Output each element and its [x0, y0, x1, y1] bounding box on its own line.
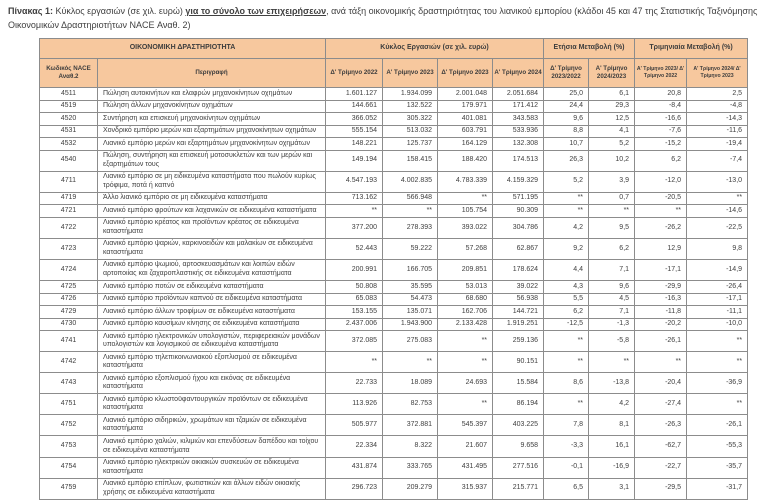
- change-value: 7,8: [544, 415, 589, 436]
- turnover-value: 431.874: [326, 457, 383, 478]
- turnover-value: 296.723: [326, 478, 383, 499]
- nace-code: 4532: [40, 138, 98, 151]
- turnover-value: 505.977: [326, 415, 383, 436]
- turnover-value: **: [326, 352, 383, 373]
- group-header-annual-change: Ετήσια Μεταβολή (%): [544, 39, 635, 59]
- table-row: [40, 352, 748, 373]
- nace-code: 4751: [40, 394, 98, 415]
- change-value: 6,2: [635, 150, 687, 171]
- turnover-value: **: [438, 331, 493, 352]
- group-header-activity: ΟΙΚΟΝΟΜΙΚΗ ΔΡΑΣΤΗΡΙΟΤΗΤΑ: [40, 39, 326, 59]
- turnover-value: 65.083: [326, 293, 383, 306]
- activity-description: Λιανικό εμπόριο σιδηρικών, χρωμάτων και τζαμιών σε ειδικευμένα καταστήματα: [98, 415, 326, 436]
- turnover-value: **: [383, 352, 438, 373]
- change-value: **: [635, 205, 687, 218]
- change-value: -7,6: [635, 125, 687, 138]
- change-value: -0,1: [544, 457, 589, 478]
- turnover-value: 393.022: [438, 217, 493, 238]
- turnover-value: 305.322: [383, 113, 438, 126]
- turnover-value: 603.791: [438, 125, 493, 138]
- change-value: 9,6: [544, 113, 589, 126]
- turnover-value: 22.733: [326, 373, 383, 394]
- change-value: -22,7: [635, 457, 687, 478]
- turnover-value: 277.516: [493, 457, 544, 478]
- activity-description: Λιανικό εμπόριο προϊόντων καπνού σε ειδικευμένα καταστήματα: [98, 293, 326, 306]
- turnover-value: 68.680: [438, 293, 493, 306]
- turnover-value: 149.194: [326, 150, 383, 171]
- turnover-value: 1.919.251: [493, 318, 544, 331]
- turnover-value: **: [438, 192, 493, 205]
- change-value: 5,5: [544, 293, 589, 306]
- change-value: 9,5: [589, 217, 635, 238]
- change-value: **: [544, 352, 589, 373]
- col-header-q1-2023: Α' Τρίμηνο 2023: [383, 59, 438, 88]
- change-value: -55,3: [687, 436, 748, 457]
- change-value: -20,5: [635, 192, 687, 205]
- turnover-value: 533.936: [493, 125, 544, 138]
- change-value: -29,9: [635, 281, 687, 294]
- change-value: -4,8: [687, 100, 748, 113]
- activity-description: Χονδρικό εμπόριο μερών και εξαρτημάτων μηχανοκίνητων οχημάτων: [98, 125, 326, 138]
- nace-code: 4729: [40, 306, 98, 319]
- table-row: [40, 394, 748, 415]
- change-value: 4,1: [589, 125, 635, 138]
- change-value: -1,3: [589, 318, 635, 331]
- change-value: 3,1: [589, 478, 635, 499]
- activity-description: Λιανικό εμπόριο καυσίμων κίνησης σε ειδικευμένα καταστήματα: [98, 318, 326, 331]
- turnover-value: 59.222: [383, 238, 438, 259]
- activity-description: Λιανικό εμπόριο εξοπλισμού ήχου και εικόνας σε ειδικευμένα καταστήματα: [98, 373, 326, 394]
- nace-code: 4511: [40, 88, 98, 101]
- turnover-value: 132.522: [383, 100, 438, 113]
- nace-code: 4726: [40, 293, 98, 306]
- nace-code: 4721: [40, 205, 98, 218]
- change-value: **: [589, 205, 635, 218]
- turnover-value: 9.658: [493, 436, 544, 457]
- change-value: -20,4: [635, 373, 687, 394]
- turnover-value: 171.412: [493, 100, 544, 113]
- change-value: -13,0: [687, 171, 748, 192]
- change-value: 3,9: [589, 171, 635, 192]
- change-value: 29,3: [589, 100, 635, 113]
- nace-code: 4741: [40, 331, 98, 352]
- change-value: 2,5: [687, 88, 748, 101]
- nace-code: 4759: [40, 478, 98, 499]
- turnover-value: 403.225: [493, 415, 544, 436]
- change-value: 9,6: [589, 281, 635, 294]
- nace-code: 4722: [40, 217, 98, 238]
- turnover-table: [39, 38, 748, 500]
- change-value: 4,2: [544, 217, 589, 238]
- caption-text-before: Κύκλος εργασιών (σε χιλ. ευρώ): [52, 6, 186, 16]
- change-value: 12,9: [635, 238, 687, 259]
- turnover-value: 200.991: [326, 259, 383, 280]
- activity-description: Λιανικό εμπόριο σε μη ειδικευμένα καταστήματα που πωλούν κυρίως τρόφιμα, ποτά ή καπνό: [98, 171, 326, 192]
- turnover-value: 188.420: [438, 150, 493, 171]
- turnover-value: 209.279: [383, 478, 438, 499]
- col-header-nace-code: Κωδικός NACE Αναθ.2: [40, 59, 98, 88]
- change-value: -16,3: [635, 293, 687, 306]
- turnover-value: 278.393: [383, 217, 438, 238]
- change-value: -17,1: [687, 293, 748, 306]
- turnover-value: **: [383, 205, 438, 218]
- turnover-value: 105.754: [438, 205, 493, 218]
- col-header-q4-2022: Δ' Τρίμηνο 2022: [326, 59, 383, 88]
- change-value: -5,8: [589, 331, 635, 352]
- table-row: [40, 125, 748, 138]
- activity-description: Συντήρηση και επισκευή μηχανοκίνητων οχημάτων: [98, 113, 326, 126]
- activity-description: Λιανικό εμπόριο τηλεπικοινωνιακού εξοπλισμού σε ειδικευμένα καταστήματα: [98, 352, 326, 373]
- table-row: [40, 192, 748, 205]
- turnover-value: 545.397: [438, 415, 493, 436]
- change-value: 9,2: [544, 238, 589, 259]
- turnover-value: 372.085: [326, 331, 383, 352]
- turnover-value: 135.071: [383, 306, 438, 319]
- turnover-value: 372.881: [383, 415, 438, 436]
- change-value: -14,3: [687, 113, 748, 126]
- turnover-value: 275.083: [383, 331, 438, 352]
- turnover-value: 153.155: [326, 306, 383, 319]
- table-row: [40, 205, 748, 218]
- nace-code: 4725: [40, 281, 98, 294]
- change-value: 5,2: [589, 138, 635, 151]
- change-value: 10,2: [589, 150, 635, 171]
- change-value: 6,2: [544, 306, 589, 319]
- nace-code: 4753: [40, 436, 98, 457]
- activity-description: Λιανικό εμπόριο ψωμιού, αρτοσκευασμάτων και λοιπών ειδών αρτοποιίας και ζαχαροπλαστικής σε ειδικευμένα καταστήματα: [98, 259, 326, 280]
- col-header-q1-2024: Α' Τρίμηνο 2024: [493, 59, 544, 88]
- activity-description: Λιανικό εμπόριο ηλεκτρονικών υπολογιστών, περιφερειακών μονάδων υπολογιστών και λογισμικού σε ειδικευμένα καταστήματα: [98, 331, 326, 352]
- table-row: [40, 281, 748, 294]
- nace-code: 4531: [40, 125, 98, 138]
- change-value: **: [687, 352, 748, 373]
- table-row: [40, 113, 748, 126]
- change-value: -14,6: [687, 205, 748, 218]
- group-header-quarterly-change: Τριμηνιαία Μεταβολή (%): [635, 39, 748, 59]
- table-row: [40, 318, 748, 331]
- change-value: -62,7: [635, 436, 687, 457]
- turnover-value: **: [326, 205, 383, 218]
- nace-code: 4730: [40, 318, 98, 331]
- turnover-value: 4.002.835: [383, 171, 438, 192]
- activity-description: Άλλο λιανικό εμπόριο σε μη ειδικευμένα καταστήματα: [98, 192, 326, 205]
- change-value: -16,9: [589, 457, 635, 478]
- change-value: -14,9: [687, 259, 748, 280]
- col-header-quarterly-2024: Α' Τρίμηνο 2024/ Δ' Τρίμηνο 2023: [687, 59, 748, 88]
- change-value: -15,2: [635, 138, 687, 151]
- table-row: [40, 150, 748, 171]
- turnover-value: 566.948: [383, 192, 438, 205]
- table-header: [40, 39, 748, 88]
- turnover-value: 178.624: [493, 259, 544, 280]
- activity-description: Πώληση, συντήρηση και επισκευή μοτοσυκλετών και των μερών και εξαρτημάτων τους: [98, 150, 326, 171]
- activity-description: Πώληση άλλων μηχανοκίνητων οχημάτων: [98, 100, 326, 113]
- turnover-value: 125.737: [383, 138, 438, 151]
- turnover-value: 24.693: [438, 373, 493, 394]
- turnover-value: 431.495: [438, 457, 493, 478]
- change-value: 10,7: [544, 138, 589, 151]
- turnover-value: 53.013: [438, 281, 493, 294]
- change-value: 16,1: [589, 436, 635, 457]
- turnover-value: 259.136: [493, 331, 544, 352]
- turnover-value: 90.151: [493, 352, 544, 373]
- change-value: -19,4: [687, 138, 748, 151]
- activity-description: Λιανικό εμπόριο μερών και εξαρτημάτων μηχανοκίνητων οχημάτων: [98, 138, 326, 151]
- turnover-value: **: [438, 352, 493, 373]
- change-value: -22,5: [687, 217, 748, 238]
- change-value: -26,1: [687, 415, 748, 436]
- turnover-value: 209.851: [438, 259, 493, 280]
- nace-code: 4743: [40, 373, 98, 394]
- nace-code: 4742: [40, 352, 98, 373]
- turnover-value: 2.437.006: [326, 318, 383, 331]
- change-value: 8,1: [589, 415, 635, 436]
- turnover-value: 18.089: [383, 373, 438, 394]
- turnover-value: **: [438, 394, 493, 415]
- change-value: **: [687, 192, 748, 205]
- nace-code: 4520: [40, 113, 98, 126]
- change-value: -11,8: [635, 306, 687, 319]
- turnover-value: 401.081: [438, 113, 493, 126]
- col-header-annual-2023-2022: Δ' Τρίμηνο 2023/2022: [544, 59, 589, 88]
- turnover-value: 333.765: [383, 457, 438, 478]
- change-value: 24,4: [544, 100, 589, 113]
- change-value: -12,5: [544, 318, 589, 331]
- turnover-value: 571.195: [493, 192, 544, 205]
- change-value: 12,5: [589, 113, 635, 126]
- turnover-value: 144.721: [493, 306, 544, 319]
- table-row: [40, 171, 748, 192]
- activity-description: Πώληση αυτοκινήτων και ελαφρών μηχανοκίνητων οχημάτων: [98, 88, 326, 101]
- column-header-row: [40, 59, 748, 88]
- turnover-value: 166.705: [383, 259, 438, 280]
- nace-code: 4723: [40, 238, 98, 259]
- table-row: [40, 457, 748, 478]
- change-value: -10,0: [687, 318, 748, 331]
- turnover-value: 52.443: [326, 238, 383, 259]
- turnover-value: 2.051.684: [493, 88, 544, 101]
- turnover-value: 57.268: [438, 238, 493, 259]
- nace-code: 4540: [40, 150, 98, 171]
- change-value: **: [687, 394, 748, 415]
- change-value: 9,8: [687, 238, 748, 259]
- change-value: -11,6: [687, 125, 748, 138]
- table-row: [40, 331, 748, 352]
- turnover-value: 15.584: [493, 373, 544, 394]
- nace-code: 4754: [40, 457, 98, 478]
- change-value: 7,1: [589, 306, 635, 319]
- turnover-value: 513.032: [383, 125, 438, 138]
- table-row: [40, 306, 748, 319]
- table-caption: [0, 0, 768, 36]
- turnover-value: 158.415: [383, 150, 438, 171]
- caption-emphasis: για το σύνολο των επιχειρήσεων: [185, 6, 327, 16]
- turnover-value: 8.322: [383, 436, 438, 457]
- turnover-value: 1.943.900: [383, 318, 438, 331]
- table-row: [40, 238, 748, 259]
- change-value: 6,5: [544, 478, 589, 499]
- turnover-value: 215.771: [493, 478, 544, 499]
- nace-code: 4711: [40, 171, 98, 192]
- change-value: 6,2: [589, 238, 635, 259]
- turnover-value: 4.783.339: [438, 171, 493, 192]
- turnover-value: 21.607: [438, 436, 493, 457]
- activity-description: Λιανικό εμπόριο χαλιών, κιλιμιών και επενδύσεων δαπέδου και τοίχου σε ειδικευμένα καταστήματα: [98, 436, 326, 457]
- group-header-row: [40, 39, 748, 59]
- turnover-value: 39.022: [493, 281, 544, 294]
- change-value: 8,6: [544, 373, 589, 394]
- change-value: 25,0: [544, 88, 589, 101]
- turnover-value: 86.194: [493, 394, 544, 415]
- nace-code: 4719: [40, 192, 98, 205]
- change-value: 5,2: [544, 171, 589, 192]
- turnover-value: 4.547.193: [326, 171, 383, 192]
- activity-description: Λιανικό εμπόριο κρέατος και προϊόντων κρέατος σε ειδικευμένα καταστήματα: [98, 217, 326, 238]
- turnover-value: 555.154: [326, 125, 383, 138]
- activity-description: Λιανικό εμπόριο άλλων τροφίμων σε ειδικευμένα καταστήματα: [98, 306, 326, 319]
- turnover-value: 366.052: [326, 113, 383, 126]
- turnover-value: 50.808: [326, 281, 383, 294]
- turnover-value: 343.583: [493, 113, 544, 126]
- col-header-annual-2024-2023: Α' Τρίμηνο 2024/2023: [589, 59, 635, 88]
- change-value: -11,1: [687, 306, 748, 319]
- turnover-value: 162.706: [438, 306, 493, 319]
- change-value: -26,1: [635, 331, 687, 352]
- turnover-value: 304.786: [493, 217, 544, 238]
- change-value: -26,2: [635, 217, 687, 238]
- table-row: [40, 415, 748, 436]
- turnover-value: 315.937: [438, 478, 493, 499]
- change-value: **: [544, 192, 589, 205]
- change-value: -20,2: [635, 318, 687, 331]
- table-row: [40, 373, 748, 394]
- change-value: **: [544, 331, 589, 352]
- table-row: [40, 88, 748, 101]
- turnover-value: 377.200: [326, 217, 383, 238]
- caption-prefix: Πίνακας 1:: [8, 6, 53, 16]
- change-value: **: [544, 394, 589, 415]
- caption-text-after: , ανά τάξη οικονομικής δραστηριότητας του λιανικού εμπορίου (κλάδοι 45 και 47 της Στατιστικής Ταξινόμησης Οικονομικών Δραστηριοτήτων NACE Αναθ. 2): [8, 6, 758, 30]
- change-value: 4,5: [589, 293, 635, 306]
- change-value: -26,4: [687, 281, 748, 294]
- activity-description: Λιανικό εμπόριο ηλεκτρικών οικιακών συσκευών σε ειδικευμένα καταστήματα: [98, 457, 326, 478]
- activity-description: Λιανικό εμπόριο κλωστοϋφαντουργικών προϊόντων σε ειδικευμένα καταστήματα: [98, 394, 326, 415]
- change-value: -35,7: [687, 457, 748, 478]
- table-row: [40, 100, 748, 113]
- table-row: [40, 478, 748, 499]
- turnover-value: 132.308: [493, 138, 544, 151]
- turnover-value: 148.221: [326, 138, 383, 151]
- change-value: -12,0: [635, 171, 687, 192]
- turnover-value: 174.513: [493, 150, 544, 171]
- turnover-value: 90.309: [493, 205, 544, 218]
- change-value: -26,3: [635, 415, 687, 436]
- table-row: [40, 436, 748, 457]
- turnover-value: 35.595: [383, 281, 438, 294]
- change-value: -29,5: [635, 478, 687, 499]
- turnover-value: 179.971: [438, 100, 493, 113]
- turnover-value: 22.334: [326, 436, 383, 457]
- activity-description: Λιανικό εμπόριο ποτών σε ειδικευμένα καταστήματα: [98, 281, 326, 294]
- turnover-value: 62.867: [493, 238, 544, 259]
- activity-description: Λιανικό εμπόριο φρούτων και λαχανικών σε ειδικευμένα καταστήματα: [98, 205, 326, 218]
- group-header-turnover: Κύκλος Εργασιών (σε χιλ. ευρώ): [326, 39, 544, 59]
- turnover-value: 4.159.329: [493, 171, 544, 192]
- turnover-value: 54.473: [383, 293, 438, 306]
- nace-code: 4724: [40, 259, 98, 280]
- change-value: 7,1: [589, 259, 635, 280]
- change-value: 20,8: [635, 88, 687, 101]
- turnover-value: 164.129: [438, 138, 493, 151]
- table-row: [40, 138, 748, 151]
- change-value: -8,4: [635, 100, 687, 113]
- nace-code: 4519: [40, 100, 98, 113]
- change-value: -17,1: [635, 259, 687, 280]
- change-value: **: [544, 205, 589, 218]
- turnover-value: 56.938: [493, 293, 544, 306]
- change-value: **: [589, 352, 635, 373]
- change-value: 6,1: [589, 88, 635, 101]
- change-value: **: [635, 352, 687, 373]
- change-value: 4,4: [544, 259, 589, 280]
- change-value: 4,3: [544, 281, 589, 294]
- change-value: **: [687, 331, 748, 352]
- col-header-quarterly-2023: Α' Τρίμηνο 2023/ Δ' Τρίμηνο 2022: [635, 59, 687, 88]
- turnover-value: 713.162: [326, 192, 383, 205]
- turnover-value: 144.661: [326, 100, 383, 113]
- change-value: 26,3: [544, 150, 589, 171]
- activity-description: Λιανικό εμπόριο ψαριών, καρκινοειδών και μαλακίων σε ειδικευμένα καταστήματα: [98, 238, 326, 259]
- table-row: [40, 259, 748, 280]
- change-value: -7,4: [687, 150, 748, 171]
- change-value: -36,9: [687, 373, 748, 394]
- turnover-value: 113.926: [326, 394, 383, 415]
- activity-description: Λιανικό εμπόριο επίπλων, φωτιστικών και άλλων ειδών οικιακής χρήσης σε ειδικευμένα καταστήματα: [98, 478, 326, 499]
- table-row: [40, 217, 748, 238]
- table-row: [40, 293, 748, 306]
- turnover-value: 1.934.099: [383, 88, 438, 101]
- nace-code: 4752: [40, 415, 98, 436]
- change-value: 0,7: [589, 192, 635, 205]
- change-value: -31,7: [687, 478, 748, 499]
- change-value: -27,4: [635, 394, 687, 415]
- turnover-value: 82.753: [383, 394, 438, 415]
- change-value: -3,3: [544, 436, 589, 457]
- change-value: -13,8: [589, 373, 635, 394]
- turnover-value: 1.601.127: [326, 88, 383, 101]
- turnover-value: 2.133.428: [438, 318, 493, 331]
- col-header-q4-2023: Δ' Τρίμηνο 2023: [438, 59, 493, 88]
- table-body: [40, 88, 748, 500]
- turnover-value: 2.001.048: [438, 88, 493, 101]
- change-value: 4,2: [589, 394, 635, 415]
- change-value: -16,6: [635, 113, 687, 126]
- col-header-description: Περιγραφή: [98, 59, 326, 88]
- change-value: 8,8: [544, 125, 589, 138]
